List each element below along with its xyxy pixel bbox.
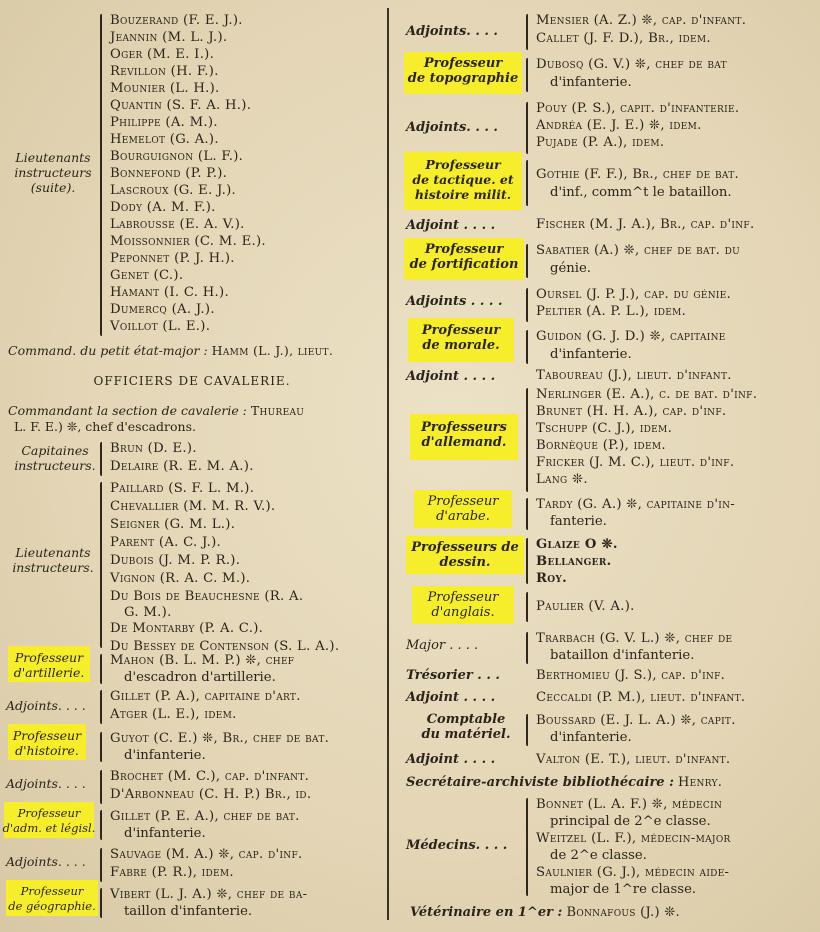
entry-line: Valton (E. T.), lieut. d'infant. xyxy=(536,752,731,767)
entry-line: Bonnet (L. A. F.) ❊, médecin xyxy=(536,797,723,812)
brace xyxy=(100,442,102,476)
name-entry: Hemelot (G. A.). xyxy=(110,132,219,147)
name-entry: Dubois (J. M. P. R.). xyxy=(110,553,241,568)
brace xyxy=(526,288,528,322)
label-line: du matériel. xyxy=(421,727,511,742)
name-entry: Hamant (I. C. H.). xyxy=(110,285,229,300)
brace xyxy=(100,482,102,648)
brace xyxy=(526,538,528,584)
name-entry: Moissonnier (C. M. E.). xyxy=(110,234,266,249)
entry-line: Gillet (P. E. A.), chef de bat. xyxy=(110,809,300,824)
veterinaire-label: Vétérinaire en 1^er : xyxy=(410,905,563,920)
entry-line: Bornèque (P.), idem. xyxy=(536,438,666,453)
entry-line: d'escadron d'artillerie. xyxy=(124,670,276,685)
label-line: Professeurs de xyxy=(411,540,519,555)
brace xyxy=(526,592,528,622)
entry-line: Brochet (M. C.), cap. d'infant. xyxy=(110,769,310,784)
brace xyxy=(526,14,528,50)
entry-line: Paulier (V. A.). xyxy=(536,599,635,614)
entry-line: d'inf., comm^t le bataillon. xyxy=(550,185,732,200)
entry-line: D'Arbonneau (C. H. P.) Br., id. xyxy=(110,787,312,802)
entry-line: fanterie. xyxy=(550,514,607,529)
brace xyxy=(526,388,528,492)
name-entry: Delaire (R. E. M. A.). xyxy=(110,459,254,474)
entry-line: Guidon (G. J. D.) ❊, capitaine xyxy=(536,329,726,344)
brace xyxy=(526,102,528,154)
prof-anglais-label xyxy=(412,590,514,620)
entry-line: Bellanger. xyxy=(536,554,612,569)
adjoints-label: Adjoints. . . . xyxy=(406,120,498,135)
entry-line: principal de 2^e classe. xyxy=(550,814,711,829)
entry-line: taillon d'infanterie. xyxy=(124,904,253,919)
entry-line: Pujade (P. A.), idem. xyxy=(536,135,665,150)
entry-line: Brunet (H. H. A.), cap. d'inf. xyxy=(536,404,727,419)
name-entry: Labrousse (E. A. V.). xyxy=(110,217,245,232)
veterinaire-row xyxy=(410,904,680,922)
entry-line: Weitzel (L. F.), médecin-major xyxy=(536,831,731,846)
name-entry: Dody (A. M. F.). xyxy=(110,200,216,215)
name-entry: Dumercq (A. J.). xyxy=(110,302,215,317)
label-line: instructeurs. xyxy=(14,458,96,473)
label-line: Professeur xyxy=(427,590,499,605)
label-line: Capitaines xyxy=(21,443,89,458)
label-line: (suite). xyxy=(30,180,76,195)
adjoint-label: Adjoint . . . . xyxy=(406,690,496,705)
entry-line: Andréa (E. J. E.) ❊, idem. xyxy=(536,118,702,133)
name-entry: Bonnefond (P. P.). xyxy=(110,166,228,181)
commandant-section-value: Thureau xyxy=(250,403,305,418)
name-entry: Mounier (L. H.). xyxy=(110,81,220,96)
label-line: Professeur xyxy=(427,494,499,509)
name-entry: Genet (C.). xyxy=(110,268,184,283)
label-line: de tactique. et xyxy=(412,172,514,187)
name-entry: Jeannin (M. L. J.). xyxy=(110,30,228,45)
name-entry: Du Bois de Beauchesne (R. A. xyxy=(110,589,304,604)
name-entry: Brun (D. E.). xyxy=(110,441,197,456)
entry-line: Oursel (J. P. J.), cap. du génie. xyxy=(536,287,732,302)
brace xyxy=(100,690,102,724)
left-column xyxy=(0,0,384,932)
medecins-label: Médecins. . . . xyxy=(406,838,508,853)
brace xyxy=(100,770,102,804)
brace xyxy=(526,58,528,92)
veterinaire-value: Bonnafous (J.) ❊. xyxy=(566,905,680,920)
entry-line: Sauvage (M. A.) ❊, cap. d'inf. xyxy=(110,847,303,862)
entry-line: Berthomieu (J. S.), cap. d'inf. xyxy=(536,668,726,683)
commandant-section-label: Commandant la section de cavalerie : xyxy=(8,403,247,418)
entry-line: Vibert (L. J. A.) ❊, chef de ba- xyxy=(110,887,308,902)
adjoints-label: Adjoints. . . . xyxy=(6,698,86,713)
entry-line: Callet (J. F. D.), Br., idem. xyxy=(536,31,711,46)
label-line: d'artillerie. xyxy=(13,665,85,680)
adjoints-label: Adjoints. . . . xyxy=(406,24,498,39)
entry-line: d'infanterie. xyxy=(124,826,206,841)
name-entry: Du Bessey de Contenson (S. L. A.). xyxy=(110,639,340,654)
prof-artillerie-label xyxy=(6,650,92,680)
entry-line: Tardy (G. A.) ❊, capitaine d'in- xyxy=(536,497,736,512)
label-line: de géographie. xyxy=(8,899,96,913)
name-entry: Voillot (L. E.). xyxy=(110,319,211,334)
brace xyxy=(526,330,528,364)
label-line: Professeur xyxy=(12,728,82,743)
secretaire-label: Secrétaire-archiviste bibliothécaire : xyxy=(406,775,674,790)
name-entry: De Montarby (P. A. C.). xyxy=(110,621,264,636)
label-line: de topographie xyxy=(407,71,519,86)
entry-line: bataillon d'infanterie. xyxy=(550,648,695,663)
entry-line: Boussard (E. J. L. A.) ❊, capit. xyxy=(536,713,736,728)
entry-line: Tschupp (C. J.), idem. xyxy=(536,421,673,436)
entry-line: Peltier (A. P. L.), idem. xyxy=(536,304,687,319)
name-entry: Bouzerand (F. E. J.). xyxy=(110,13,243,28)
adjoint-label: Adjoint . . . . xyxy=(406,752,496,767)
entry-line: génie. xyxy=(550,261,591,276)
entry-line xyxy=(110,652,294,670)
name-entry: Paillard (S. F. L. M.). xyxy=(110,481,255,496)
prof-histoire-label xyxy=(6,728,88,758)
adjoints-label: Adjoints . . . . xyxy=(406,294,503,309)
label-line: Lieutenants xyxy=(15,545,91,560)
name-entry: Oger (M. E. I.). xyxy=(110,47,215,62)
name-entry: Vignon (R. A. C. M.). xyxy=(110,571,251,586)
adjoint-label: Adjoint . . . . xyxy=(406,218,496,233)
brace xyxy=(100,810,102,840)
name-entry: Peponnet (P. J. H.). xyxy=(110,251,235,266)
label-line: dessin. xyxy=(439,555,491,570)
entry-line: d'infanterie. xyxy=(550,730,632,745)
label-line: histoire milit. xyxy=(414,187,512,202)
label-line: de morale. xyxy=(422,338,500,353)
brace xyxy=(100,14,102,336)
comptable-label xyxy=(410,712,522,742)
entry-line: Mensier (A. Z.) ❊, cap. d'infant. xyxy=(536,13,747,28)
entry-line: Guyot (C. E.) ❊, Br., chef de bat. xyxy=(110,731,330,746)
brace xyxy=(526,632,528,664)
brace xyxy=(526,714,528,746)
tresorier-label: Trésorier . . . xyxy=(406,668,500,683)
entry-line: Gillet (P. A.), capitaine d'art. xyxy=(110,689,301,704)
entry-line: Fabre (P. R.), idem. xyxy=(110,865,234,880)
label-line: Professeur xyxy=(425,157,501,172)
label-line: Professeur xyxy=(421,323,501,338)
brace xyxy=(526,498,528,530)
label-line: instructeurs. xyxy=(12,560,94,575)
prof-geographie-label xyxy=(4,884,100,914)
entry-line: Fischer (M. J. A.), Br., cap. d'inf. xyxy=(536,217,755,232)
label-line: Professeur xyxy=(424,242,504,257)
right-column xyxy=(392,0,820,932)
prof-topographie-label xyxy=(404,56,522,86)
prof-arabe-label xyxy=(414,494,512,524)
label-line: d'allemand. xyxy=(421,435,507,450)
entry-line: de 2^e classe. xyxy=(550,848,647,863)
entry-line: Pouy (P. S.), capit. d'infanterie. xyxy=(536,101,740,116)
name-entry: Parent (A. C. J.). xyxy=(110,535,222,550)
brace xyxy=(526,244,528,278)
entry-line: Sabatier (A.) ❊, chef de bat. du xyxy=(536,243,741,258)
petit-etat-major-row xyxy=(8,342,333,360)
entry-text: Mahon (B. L. M. P.) ❊, chef xyxy=(110,653,295,668)
name-entry: Bourguignon (L. F.). xyxy=(110,149,244,164)
lieutenants-label xyxy=(8,545,98,575)
entry-line: d'infanterie. xyxy=(550,75,632,90)
name-entry: Chevallier (M. M. R. V.). xyxy=(110,499,276,514)
brace xyxy=(100,848,102,882)
commandant-section-cont: L. F. E.) ❊, chef d'escadrons. xyxy=(14,419,196,434)
prof-tactique-label xyxy=(404,157,522,202)
column-divider xyxy=(387,8,389,920)
label-line: d'histoire. xyxy=(15,743,79,758)
lieutenants-suite-label xyxy=(8,150,98,195)
label-line: Comptable xyxy=(426,712,506,727)
entry-line: Saulnier (G. J.), médecin aide- xyxy=(536,865,730,880)
major-label: Major . . . . xyxy=(406,638,479,653)
name-entry: Revillon (H. F.). xyxy=(110,64,219,79)
label-line: instructeurs xyxy=(14,165,92,180)
label-line: Professeur xyxy=(14,650,84,665)
adjoint-label: Adjoint . . . . xyxy=(406,369,496,384)
secretaire-value: Henry. xyxy=(678,775,723,790)
entry-line: Dubosq (G. V.) ❊, chef de bat xyxy=(536,57,727,72)
name-entry: Lascroux (G. E. J.). xyxy=(110,183,237,198)
entry-line: Roy. xyxy=(536,571,568,586)
label-line: Lieutenants xyxy=(15,150,91,165)
prof-adm-label xyxy=(2,806,96,836)
entry-line: Glaize O ❊. xyxy=(536,537,618,552)
label-line: d'arabe. xyxy=(436,509,490,524)
label-line: d'anglais. xyxy=(431,605,495,620)
label-line: de fortification xyxy=(409,257,519,272)
brace xyxy=(100,888,102,918)
entry-line: Ceccaldi (P. M.), lieut. d'infant. xyxy=(536,690,746,705)
prof-fortification-label xyxy=(404,242,524,272)
name-entry: Philippe (A. M.). xyxy=(110,115,218,130)
brace xyxy=(526,160,528,206)
brace xyxy=(526,798,528,896)
label-line: d'adm. et législ. xyxy=(2,821,96,835)
petit-etat-major-value: Hamm (L. J.), lieut. xyxy=(211,343,334,358)
entry-line: d'infanterie. xyxy=(550,347,632,362)
entry-line: Taboureau (J.), lieut. d'infant. xyxy=(536,368,732,383)
label-line: Professeurs xyxy=(421,420,507,435)
prof-dessin-label xyxy=(406,540,524,570)
entry-line: Atger (L. E.), idem. xyxy=(110,707,237,722)
secretaire-row xyxy=(406,774,722,792)
label-line: Professeur xyxy=(17,806,81,820)
entry-line: Nerlinger (E. A.), c. de bat. d'inf. xyxy=(536,387,758,402)
brace xyxy=(100,654,102,684)
capitaines-label xyxy=(10,443,100,473)
name-entry: Seigner (G. M. L.). xyxy=(110,517,236,532)
adjoints-label: Adjoints. . . . xyxy=(6,854,86,869)
entry-line: Gothie (F. F.), Br., chef de bat. xyxy=(536,167,739,182)
section-title: OFFICIERS DE CAVALERIE. xyxy=(93,374,291,388)
entry-line: Lang ❊. xyxy=(536,472,588,487)
entry-line: Fricker (J. M. C.), lieut. d'inf. xyxy=(536,455,735,470)
entry-line: d'infanterie. xyxy=(124,748,206,763)
entry-line: Trarbach (G. V. L.) ❊, chef de xyxy=(536,631,733,646)
label-line: Professeur xyxy=(20,884,84,898)
prof-allemand-label xyxy=(410,420,518,450)
adjoints-label: Adjoints. . . . xyxy=(6,776,86,791)
label-line: Professeur xyxy=(423,56,503,71)
name-entry: Quantin (S. F. A. H.). xyxy=(110,98,252,113)
prof-morale-label xyxy=(408,323,514,353)
petit-etat-major-label: Command. du petit état-major : xyxy=(8,343,208,358)
name-entry: G. M.). xyxy=(124,605,172,620)
entry-line: major de 1^re classe. xyxy=(550,882,697,897)
brace xyxy=(100,732,102,762)
